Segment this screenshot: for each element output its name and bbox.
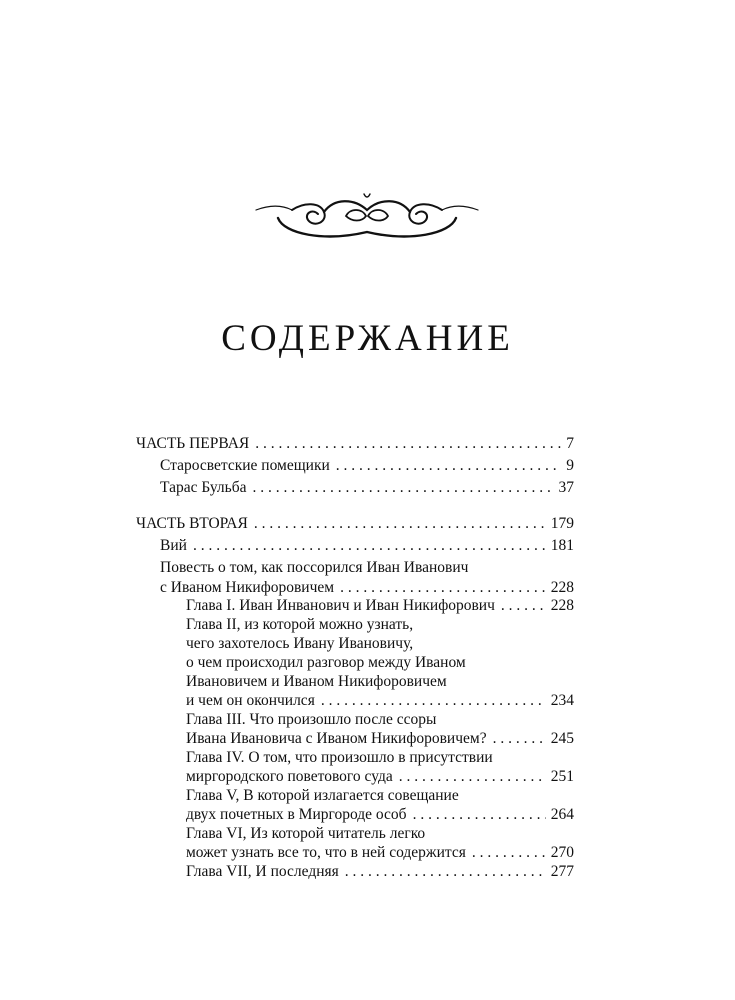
toc-entry-label: двух почетных в Миргороде особ: [186, 806, 407, 823]
toc-page-number: 264: [550, 806, 574, 823]
toc-entry-chapter-4-line1: Глава IV. О том, что произошло в присутствии: [186, 749, 493, 766]
page-title: СОДЕРЖАНИЕ: [221, 318, 514, 359]
toc-entry-viy[interactable]: [160, 536, 574, 556]
dot-leader: [340, 578, 546, 598]
toc-entry-chapter-7[interactable]: [186, 862, 574, 882]
toc-page-number: 251: [550, 768, 574, 785]
toc-entry-chapter-2[interactable]: [186, 691, 574, 711]
toc-page-number: 245: [550, 730, 574, 747]
toc-entry-part2[interactable]: [136, 514, 574, 534]
toc-entry-taras-bulba[interactable]: [160, 478, 574, 498]
dot-leader: [193, 536, 546, 556]
toc-entry-label: ЧАСТЬ ВТОРАЯ: [136, 515, 248, 532]
dot-leader: [255, 434, 561, 454]
toc-entry-label: Вий: [160, 537, 187, 554]
toc-entry-label: Тарас Бульба: [160, 479, 247, 496]
toc-entry-label: ЧАСТЬ ПЕРВАЯ: [136, 435, 250, 452]
toc-entry-label: Ивана Ивановича с Иваном Никифоровичем?: [186, 730, 487, 747]
dot-leader: [472, 843, 546, 863]
dot-leader: [336, 456, 561, 476]
dot-leader: [254, 514, 546, 534]
toc-entry-chapter-4[interactable]: [186, 767, 574, 787]
toc-entry-chapter-5-line1: Глава V, В которой излагается совещание: [186, 787, 459, 804]
toc-entry-chapter-1[interactable]: [186, 596, 574, 616]
toc-entry-label: Глава I. Иван Инванович и Иван Никифорович: [186, 597, 495, 614]
toc-page-number: 228: [550, 597, 574, 614]
dot-leader: [493, 729, 546, 749]
toc-entry-part1[interactable]: [136, 434, 574, 454]
toc-entry-chapter-2-line2: чего захотелось Ивану Ивановичу,: [186, 635, 414, 652]
toc-entry-label: и чем он окончился: [186, 692, 315, 709]
dot-leader: [253, 478, 554, 498]
dot-leader: [321, 691, 546, 711]
toc-entry-chapter-5[interactable]: [186, 805, 574, 825]
toc-page-number: 234: [550, 692, 574, 709]
toc-page-number: 277: [550, 863, 574, 880]
toc-entry-label: Глава VII, И последняя: [186, 863, 339, 880]
toc-entry-chapter-6[interactable]: [186, 843, 574, 863]
toc-entry-chapter-2-line3: о чем происходил разговор между Иваном: [186, 654, 466, 671]
toc-page-number: 7: [566, 435, 574, 452]
dot-leader: [413, 805, 546, 825]
toc-page-number: 228: [550, 579, 574, 596]
toc-page-number: 270: [550, 844, 574, 861]
toc-entry-label: миргородского поветового суда: [186, 768, 393, 785]
flourish-ornament-icon: [254, 188, 480, 246]
toc-entry-chapter-3[interactable]: [186, 729, 574, 749]
toc-entry-label: может узнать все то, что в ней содержится: [186, 844, 466, 861]
toc-entry-povest-line1: Повесть о том, как поссорился Иван Иванович: [160, 559, 469, 576]
toc-entry-chapter-3-line1: Глава III. Что произошло после ссоры: [186, 711, 437, 728]
toc-entry-label: Старосветские помещики: [160, 457, 330, 474]
toc-entry-starosvetskie[interactable]: [160, 456, 574, 476]
toc-page-number: 37: [558, 479, 574, 496]
toc-entry-chapter-6-line1: Глава VI, Из которой читатель легко: [186, 825, 426, 842]
dot-leader: [345, 862, 546, 882]
toc-entry-chapter-2-line1: Глава II, из которой можно узнать,: [186, 616, 414, 633]
dot-leader: [501, 596, 546, 616]
toc-entry-povest[interactable]: [160, 578, 574, 598]
toc-entry-chapter-2-line4: Ивановичем и Иваном Никифоровичем: [186, 673, 447, 690]
toc-entry-label: с Иваном Никифоровичем: [160, 579, 335, 596]
toc-page-number: 179: [550, 515, 574, 532]
dot-leader: [399, 767, 546, 787]
toc-page-number: 181: [550, 537, 574, 554]
toc-page-number: 9: [566, 457, 574, 474]
